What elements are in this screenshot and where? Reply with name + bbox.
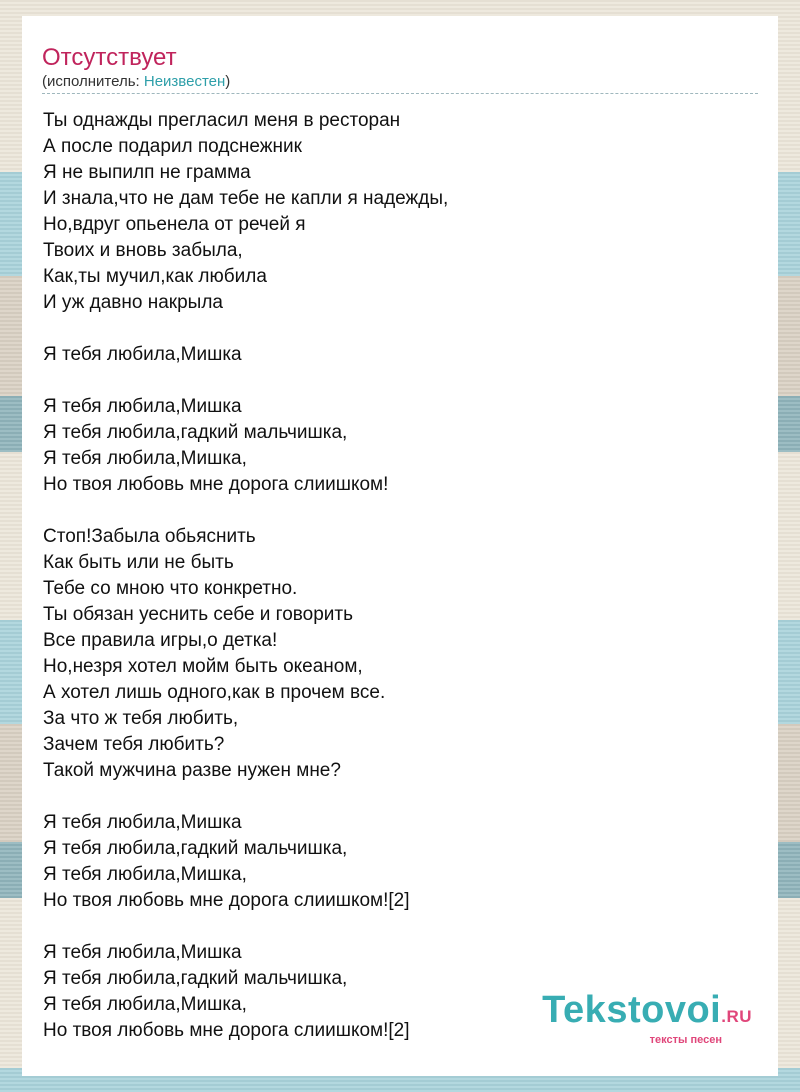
lyric-line: Я тебя любила,Мишка — [43, 396, 242, 417]
stanza-break — [43, 316, 743, 342]
lyric-line: Тебе со мною что конкретно. — [43, 578, 298, 599]
lyric-line: Я тебя любила,гадкий мальчишка, — [43, 838, 348, 859]
dashed-divider — [42, 93, 758, 94]
lyric-line: И знала,что не дам тебе не капли я надежды, — [43, 188, 449, 209]
lyric-line: Ты однажды прегласил меня в ресторан — [43, 110, 401, 131]
lyric-line: За что ж тебя любить, — [43, 708, 239, 729]
logo-wordmark — [542, 991, 752, 1036]
lyric-line: Я тебя любила,гадкий мальчишка, — [43, 422, 348, 443]
site-logo[interactable] — [542, 991, 752, 1046]
logo-tld: .RU — [721, 1007, 752, 1026]
logo-name: Tekstovoi — [542, 989, 722, 1031]
lyric-line: Я не выпилп не грамма — [43, 162, 251, 183]
stanza-break — [43, 498, 743, 524]
lyric-line: Твоих и вновь забыла, — [43, 240, 243, 261]
stanza-break — [43, 914, 743, 940]
lyric-line: Но твоя любовь мне дорога слиишком![2] — [43, 890, 410, 911]
artist-link[interactable]: Неизвестен — [143, 73, 226, 90]
lyric-line: Ты обязан уеснить себе и говорить — [43, 604, 353, 625]
lyric-line: Такой мужчина разве нужен мне? — [43, 760, 341, 781]
lyrics-body — [43, 108, 743, 1044]
lyric-line: Как быть или не быть — [43, 552, 234, 573]
lyric-line: Я тебя любила,гадкий мальчишка, — [43, 968, 348, 989]
lyric-line: Но твоя любовь мне дорога слиишком! — [43, 474, 389, 495]
lyric-line: Но,незря хотел мойм быть океаном, — [43, 656, 363, 677]
lyric-line: А хотел лишь одного,как в прочем все. — [43, 682, 386, 703]
artist-suffix: ) — [225, 73, 231, 90]
lyric-line: Все правила игры,о детка! — [43, 630, 278, 651]
lyric-line: Я тебя любила,Мишка, — [43, 994, 247, 1015]
lyric-line: И уж давно накрыла — [43, 292, 223, 313]
stanza-break — [43, 368, 743, 394]
lyric-line: Я тебя любила,Мишка, — [43, 448, 247, 469]
logo-tagline: тексты песен — [649, 1034, 722, 1046]
lyric-line: Я тебя любила,Мишка — [43, 812, 242, 833]
lyrics-card — [22, 16, 778, 1076]
lyric-line: Я тебя любила,Мишка — [43, 344, 242, 365]
lyric-line: А после подарил подснежник — [43, 136, 302, 157]
artist-prefix: (исполнитель: — [42, 73, 144, 90]
lyric-line: Стоп!Забыла обьяснить — [43, 526, 256, 547]
lyric-line: Зачем тебя любить? — [43, 734, 225, 755]
artist-line — [42, 73, 230, 91]
lyric-line: Я тебя любила,Мишка, — [43, 864, 247, 885]
stanza-break — [43, 784, 743, 810]
lyric-line: Как,ты мучил,как любила — [43, 266, 267, 287]
lyric-line: Но твоя любовь мне дорога слиишком![2] — [43, 1020, 410, 1041]
lyric-line: Но,вдруг опьенела от речей я — [43, 214, 306, 235]
song-title: Отсутствует — [42, 44, 177, 71]
lyric-line: Я тебя любила,Мишка — [43, 942, 242, 963]
